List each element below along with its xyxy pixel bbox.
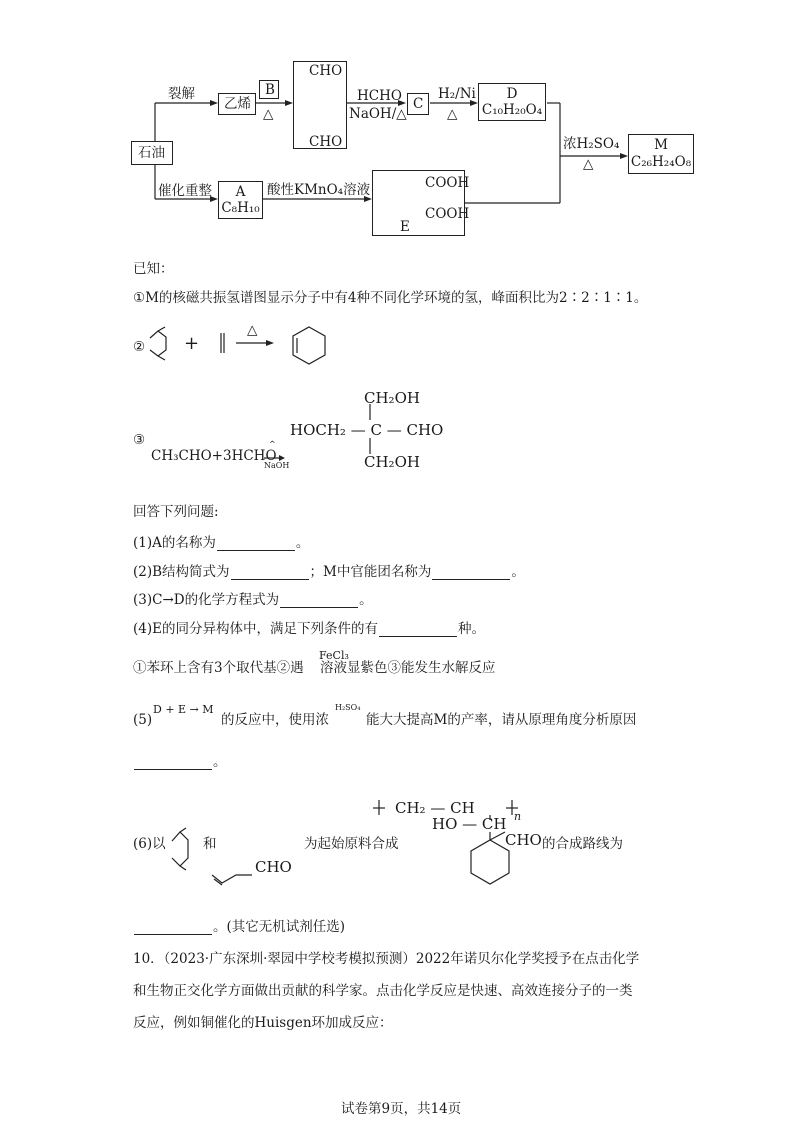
hoch2-c-cho: HOCH₂ — C — CHO [290, 421, 444, 439]
q4-cond-a: ①苯环上含有3个取代基②遇 [133, 660, 304, 676]
q5-text-a: 的反应中，使用浓 [221, 712, 329, 728]
questions-intro: 回答下列问题: [133, 504, 219, 520]
cho-bottom: CHO [309, 134, 343, 150]
kmno4-label: 酸性KMnO₄溶液 [267, 182, 371, 198]
known-item2-num: ② [133, 339, 146, 355]
q1-end: 。 [295, 535, 310, 551]
cooh-bottom: COOH [425, 206, 470, 222]
known-item3-left: CH₃CHO+3HCHO [151, 448, 277, 464]
q1-line [133, 537, 309, 551]
heat-3: △ [583, 156, 594, 172]
problem10-line3: 反应，例如铜催化的Huisgen环加成反应： [133, 1015, 393, 1031]
q6-text-a: (6)以 [133, 836, 166, 852]
conc-h2so4-label: 浓H₂SO₄ [563, 136, 620, 152]
heat-1: △ [263, 106, 274, 122]
ch2oh-bottom: CH₂OH [364, 453, 420, 471]
q4-cond-b: 溶液显紫色③能发生水解反应 [320, 660, 496, 676]
q4-line [133, 623, 485, 637]
known-item3-num: ③ [133, 432, 146, 448]
polymer-n: n [514, 810, 522, 823]
q5-end: 。 [213, 754, 227, 770]
ch2oh-top: CH₂OH [364, 389, 420, 407]
a-box [218, 181, 263, 219]
reform-label: 催化重整 [158, 183, 212, 199]
reagent-b-text: B [265, 82, 275, 98]
q1-blank[interactable] [217, 538, 295, 551]
q5-blank[interactable] [134, 757, 212, 770]
polymer-cho: CHO [505, 831, 542, 849]
problem10-line2: 和生物正交化学方面做出贡献的科学家。点击化学反应是快速、高效连接分子的一类 [133, 983, 633, 999]
q6-text-b: 为起始原料合成 [304, 836, 399, 852]
q2-line [133, 566, 525, 580]
q5-num: (5) [133, 712, 153, 728]
q6-and: 和 [203, 836, 217, 852]
q2-blank-2[interactable] [432, 567, 510, 580]
q5-h2so4: H₂SO₄ [335, 703, 361, 712]
e-label: E [400, 219, 410, 235]
hcho-label: HCHO [357, 88, 402, 104]
polymer-top: CH₂ — CH [395, 799, 475, 817]
a-formula: C₈H₁₀ [221, 200, 260, 216]
plus-sign: + [184, 333, 200, 354]
q3-line [133, 594, 373, 608]
m-label: M [654, 137, 668, 153]
petroleum-text: 石油 [138, 145, 165, 161]
ethylene-box [218, 93, 256, 115]
crack-label: 裂解 [168, 86, 195, 102]
d-box [478, 83, 546, 121]
h2ni-label: H₂/Ni [438, 86, 476, 102]
q4-text: (4)E的同分异构体中，满足下列条件的有 [133, 621, 378, 637]
q5-line-2 [133, 756, 227, 770]
known-item1: ①M的核磁共振氢谱图显示分子中有4种不同化学环境的氢，峰面积比为2∶2∶1∶1。 [133, 290, 648, 306]
q2-text: (2)B结构简式为 [133, 564, 230, 580]
m-formula: C₂₆H₂₄O₈ [630, 154, 692, 170]
q3-end: 。 [359, 592, 373, 608]
q5-eq: D + E → M [153, 703, 214, 716]
q2-blank-1[interactable] [231, 567, 309, 580]
reagent-b-box [259, 80, 279, 99]
q4-end: 种。 [457, 621, 485, 637]
q2-mid: ；M中官能团名称为 [309, 564, 432, 580]
heat-2: △ [447, 106, 458, 122]
q3-blank[interactable] [280, 595, 358, 608]
cond-top: ^ [269, 440, 276, 449]
naoh-heat-label: NaOH/△ [349, 106, 407, 122]
q4-fecl3: FeCl₃ [319, 649, 349, 662]
problem10-line1: 10．（2023·广东深圳·翠园中学校考模拟预测）2022年诺贝尔化学奖授予在点击化学 [133, 951, 640, 967]
d-formula: C₁₀H₂₀O₄ [481, 102, 543, 118]
a-label: A [235, 184, 246, 200]
q6-line-2 [133, 921, 345, 935]
petroleum-box [131, 141, 173, 165]
q6-text-c: 的合成路线为 [542, 836, 623, 852]
polymer-mid: HO — CH [432, 815, 507, 833]
known-title: 已知： [133, 261, 174, 277]
m-box [628, 134, 694, 174]
cooh-top: COOH [425, 175, 470, 191]
cho-top: CHO [309, 63, 343, 79]
q5-text-b: 能大大提高M的产率，请从原理角度分析原因 [366, 712, 637, 728]
q6-blank[interactable] [134, 922, 212, 935]
d-label: D [506, 86, 518, 102]
heat-4: △ [247, 322, 258, 338]
reagent-c-box [407, 93, 429, 115]
page-footer: 试卷第9页，共14页 [341, 1101, 462, 1117]
q6-acrolein-cho: CHO [255, 858, 292, 876]
q1-text: (1)A的名称为 [133, 535, 216, 551]
reagent-c-text: C [413, 96, 424, 112]
q4-blank[interactable] [379, 624, 457, 637]
ethylene-text: 乙烯 [224, 96, 251, 112]
q6-end: 。(其它无机试剂任选) [213, 919, 346, 935]
q2-end: 。 [511, 564, 525, 580]
cond-bottom: NaOH [264, 461, 290, 470]
q3-text: (3)C→D的化学方程式为 [133, 592, 280, 608]
